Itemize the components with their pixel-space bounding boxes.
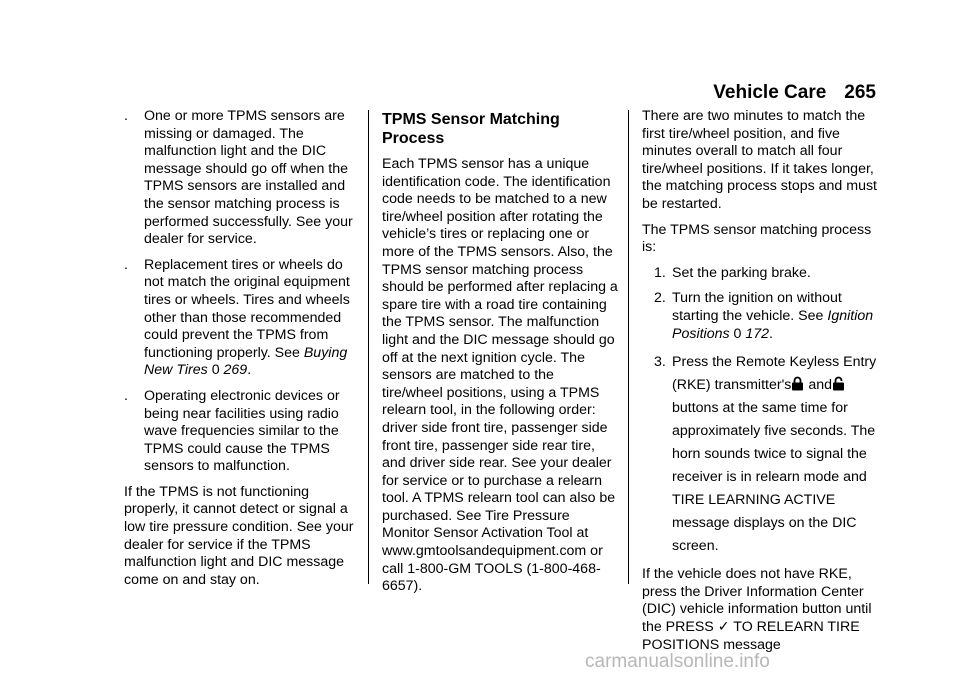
page-header [713, 82, 876, 104]
section-title: Vehicle Care [713, 82, 827, 103]
bullet-item: . Replacement tires or wheels do not match the original equipment tires or wheels. Tires and wheels other than those recommended could prevent the TPMS from functioning properly. See Buying New Tires 0 269. [124, 256, 350, 379]
page-ref[interactable]: 172 [745, 325, 770, 342]
bullet-marker: . [124, 256, 128, 273]
page-number: 265 [844, 82, 876, 103]
page-ref-arrow: 0 [733, 325, 742, 342]
buying-new-tires-link[interactable]: Buying New Tires [144, 344, 348, 379]
column-divider-left [368, 110, 369, 584]
step-text: and [808, 377, 832, 394]
column-divider-right [628, 110, 629, 584]
list-intro: The TPMS sensor matching process is: [642, 221, 872, 256]
list-item: 2. Turn the ignition on without starting the vehicle. See Ignition Positions 0 172. [654, 290, 874, 342]
bullet-text: Operating electronic devices or being near facilities using radio wave frequencies similar to the TPMS could cause the TPMS sensors to malfunction. [144, 387, 340, 475]
step-number: 1. [654, 264, 666, 281]
bullet-text: One or more TPMS sensors are missing or damaged. The malfunction light and the DIC message should go off when the TPMS sensors are installed and the sensor matching process is performed successfully. See your dealer for service. [144, 108, 353, 248]
bullet-text: Replacement tires or wheels do not match the original equipment tires or wheels. Tires and wheels other than those recommended could prevent the TPMS from functioning properly. See [144, 256, 350, 361]
list-item [642, 351, 882, 558]
watermark: carmanualsonline.info [585, 651, 770, 672]
section-heading: TPMS Sensor Matching Process [382, 111, 560, 147]
paragraph: There are two minutes to match the first tire/wheel position, and five minutes overall to match all four tire/wheel positions. If it takes longer, the matching process stops and must be restarted. [642, 108, 878, 212]
step-number: 3. [654, 354, 666, 371]
step-number: 2. [654, 290, 666, 307]
page-ref-arrow: 0 [211, 362, 220, 379]
bullet-marker: . [124, 387, 128, 404]
list-item [642, 265, 882, 283]
left-column [124, 108, 356, 597]
right-column [642, 108, 882, 662]
step-text: Press the Remote Keyless Entry (RKE) transmitter's [672, 354, 877, 394]
checkmark-icon: ✓ [717, 618, 730, 635]
step-text: buttons at the same time for approximately five seconds. The horn sounds twice to signal the receiver is in relearn mode and TIRE LEARNING ACTIVE message displays on the DIC screen. [672, 400, 876, 555]
paragraph: If the TPMS is not functioning properly, it cannot detect or signal a low tire pressure condition. See your dealer for service if the TPMS malfunction light and DIC message come on and stay on. [124, 483, 354, 588]
step-text: Set the parking brake. [672, 264, 811, 281]
bullet-item [124, 108, 356, 249]
step-text: Turn the ignition on without starting the vehicle. See [672, 290, 842, 324]
page-ref[interactable]: 269 [223, 362, 248, 379]
ignition-positions-link[interactable]: Ignition Positions [672, 307, 874, 342]
note-paragraph: If the vehicle does not have RKE, press the Driver Information Center (DIC) vehicle information button until the PRESS ✓ TO RELEARN TIRE POSITIONS message [642, 566, 872, 653]
paragraph: Each TPMS sensor has a unique identification code. The identification code needs to be matched to a new tire/wheel position after rotating the vehicle’s tires or replacing one or more of the TPMS sensors. Also, the TPMS sensor matching process should be performed after replacing a spare tire with a road tire containing the TPMS sensor. The malfunction light and the DIC message should go off at the next ignition cycle. The sensors are matched to the tire/wheel positions, using a TPMS relearn tool, in the following order: driver side front tire, passenger side front tire, passenger side rear tire, and driver side rear. See your dealer for service or to purchase a relearn tool. A TPMS relearn tool can also be purchased. See Tire Pressure Monitor Sensor Activation Tool at www.gmtoolsandequipment.com or call 1-800-GM TOOLS (1-800-468-6657). [382, 156, 618, 595]
bullet-item [124, 388, 356, 476]
bullet-marker: . [124, 108, 128, 124]
lock-icon [791, 376, 804, 391]
unlock-icon [832, 376, 845, 391]
middle-column [382, 108, 618, 604]
